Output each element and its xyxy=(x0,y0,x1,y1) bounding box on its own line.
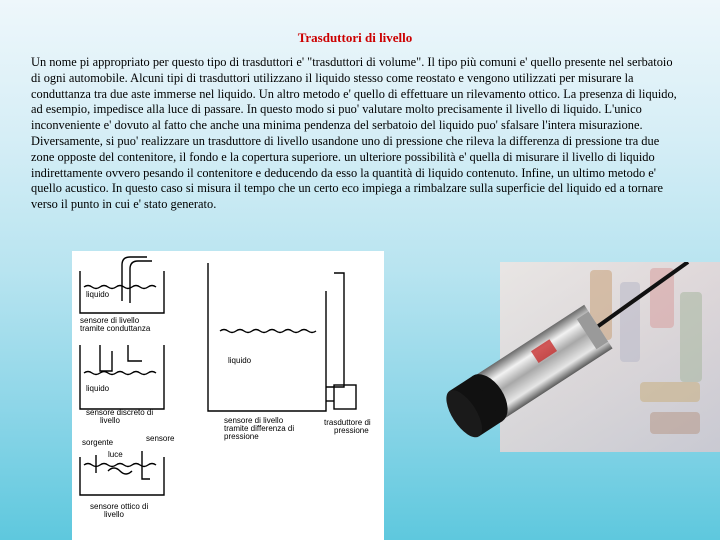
optical-tank-shape xyxy=(80,457,164,495)
pressure-transducer-box xyxy=(334,385,356,409)
label-trasduttore-1: trasduttore di xyxy=(324,418,371,427)
label-pressione-3: pressione xyxy=(224,432,259,441)
discrete-probe-2 xyxy=(128,345,142,361)
label-conduttanza-1: sensore di livello xyxy=(80,316,140,325)
label-discreto-1: sensore discreto di xyxy=(86,408,154,417)
label-ottico-1: sensore ottico di xyxy=(90,502,149,511)
label-liquido-2: liquido xyxy=(86,384,110,393)
conductance-rod-right xyxy=(130,261,152,303)
pressure-transducer-photo-icon xyxy=(440,262,720,462)
conductance-liquid-surface xyxy=(84,286,156,289)
label-luce: luce xyxy=(108,450,123,459)
level-sensor-diagram-drawing xyxy=(72,251,384,540)
pressure-liquid-surface xyxy=(220,330,316,333)
pressure-tank-shape xyxy=(208,263,326,411)
label-ottico-2: livello xyxy=(104,510,125,519)
label-conduttanza-2: tramite conduttanza xyxy=(80,324,151,333)
slide-body-text: Un nome pi appropriato per questo tipo di trasduttori e' "trasduttori di volume". Il tipo più comuni e' quello presente nel serbatoio di ogni automobile. Alcuni tipi di trasduttori utilizzano il liquido stesso come reostato e vengono utilizzati per misurare la conduttanza tra due aste immerse nel liquido. Un altro metodo e' quello di effettuare un rilevamento ottico. La presenza di liquido, ad esempio, impedisce alla luce di passare. In questo modo si puo' valutare molto precisamente il livello di liquido. L'unico inconveniente e' dovuto al fatto che anche una minima pendenza del serbatoio del liquido puo' sfalsare l'intera misurazione. Diversamente, si puo' realizzare un trasduttore di livello usandone uno di pressione che rileva la differenza di pressione tra due zone opposte del contenitore, il fondo e la copertura superiore. un ulteriore possibilità e' quella di misurare il livello di liquido indirettamente ovvero pesando il contenitore e deducendo da esso la quantità di liquido contenuto. Infine, un ultimo metodo e' quello acustico. In questo caso si misura il tempo che un certo eco impiega a rimbalzare sulla superficie del liquido ed a tornare verso il punto in cui e' stato generato. xyxy=(31,55,677,212)
level-sensor-diagram xyxy=(72,251,384,540)
label-sensore: sensore xyxy=(146,434,175,443)
label-liquido-3: liquido xyxy=(228,356,252,365)
pressure-transducer-photo-drawing xyxy=(440,262,720,462)
optical-liquid-surface xyxy=(84,464,156,467)
label-sorgente: sorgente xyxy=(82,438,114,447)
discrete-tank-shape xyxy=(80,345,164,409)
slide-title: Trasduttori di livello xyxy=(297,30,413,45)
discrete-probe-1 xyxy=(100,345,112,371)
optical-light-beam xyxy=(108,468,132,474)
label-discreto-2: livello xyxy=(100,416,121,425)
label-trasduttore-2: pressione xyxy=(334,426,369,435)
conductance-rod-left xyxy=(122,257,147,301)
label-liquido-1: liquido xyxy=(86,290,110,299)
label-pressione-1: sensore di livello xyxy=(224,416,284,425)
label-pressione-2: tramite differenza di xyxy=(224,424,295,433)
pressure-upper-tube xyxy=(326,273,344,387)
discrete-liquid-surface xyxy=(84,372,156,375)
